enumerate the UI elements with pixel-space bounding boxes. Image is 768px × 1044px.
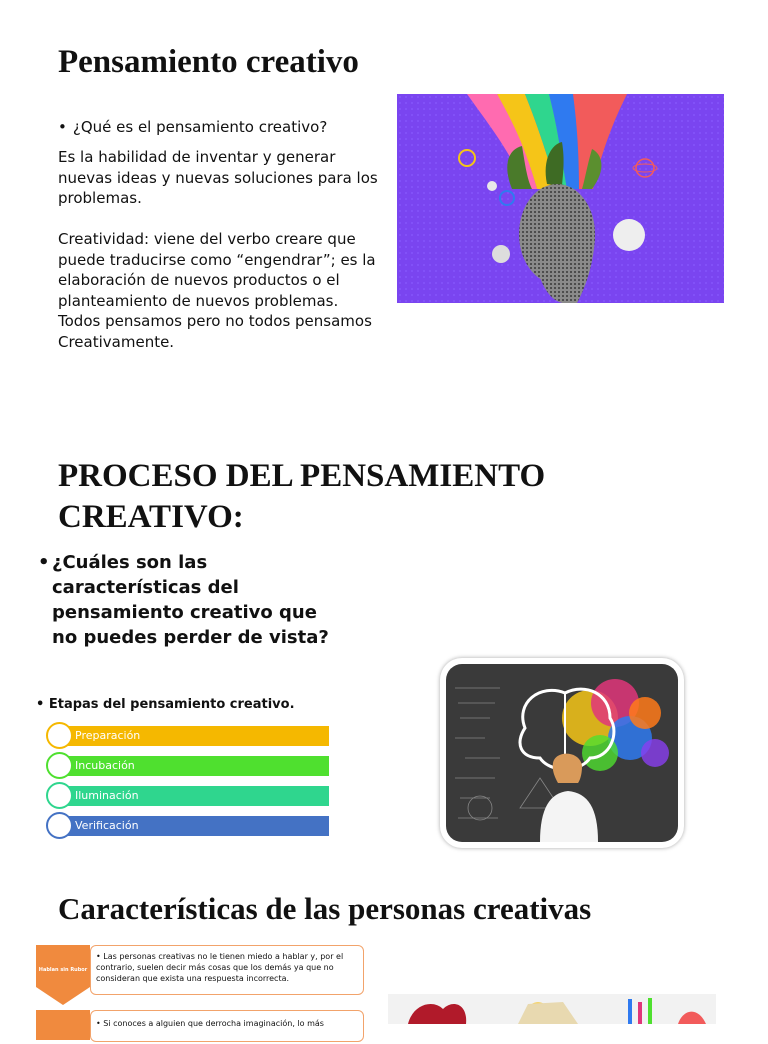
bullet: • <box>38 552 50 573</box>
creative-head-svg <box>397 94 724 303</box>
stage-label: Incubación <box>75 759 135 772</box>
chevron-tag-label: Hablan sin Rubor <box>38 967 88 973</box>
bullet: • <box>36 697 45 712</box>
question-caracteristicas <box>38 550 348 650</box>
characteristic-box-2 <box>90 1010 364 1042</box>
bullet: • <box>96 952 101 961</box>
brain-woman-svg <box>440 658 684 848</box>
creative-objects-svg <box>388 994 716 1024</box>
brain-woman-photo <box>440 658 684 848</box>
title-pensamiento-creativo: Pensamiento creativo <box>58 44 359 80</box>
characteristic-text-content: Las personas creativas no le tienen miedo a hablar y, por el contrario, suelen decir más cosas que los demás ya que no consideran que exista una respuesta incorrecta. <box>96 952 344 983</box>
question-text: ¿Qué es el pensamiento creativo? <box>72 118 328 136</box>
stage-label: Verificación <box>75 819 139 832</box>
creative-objects-photo <box>388 994 716 1024</box>
stage-circle <box>46 782 73 809</box>
chevron-tag-1 <box>36 945 90 1005</box>
definition-paragraph: Es la habilidad de inventar y generar nuevas ideas y nuevas soluciones para los problemas. Creatividad: viene del verbo creare que puede traducirse como “engendrar”; es la elaboración de nuevos productos o el planteamiento de nuevos problemas. Todos pensamos pero no todos pensamos Creativamente. <box>58 148 378 351</box>
creative-head-illustration <box>397 94 724 303</box>
characteristic-box-1 <box>90 945 364 995</box>
question-text: ¿Cuáles son las características del pensamiento creativo que no puedes perder de vista? <box>52 552 329 648</box>
bullet: • <box>58 118 67 136</box>
stage-circle <box>46 812 73 839</box>
characteristic-text-content: Si conoces a alguien que derrocha imaginación, lo más <box>103 1019 324 1028</box>
stage-label: Preparación <box>75 729 141 742</box>
question-que-es <box>58 118 327 136</box>
characteristic-text <box>96 951 358 984</box>
chevron-down-icon <box>36 945 90 1005</box>
chevron-tag-2 <box>36 1010 90 1040</box>
stage-circle <box>46 722 73 749</box>
stages-title <box>36 697 295 712</box>
title-caracteristicas: Características de las personas creativas <box>58 891 592 926</box>
bullet: • <box>96 1019 101 1028</box>
title-proceso: PROCESO DEL PENSAMIENTO CREATIVO: <box>58 458 546 535</box>
stage-label: Iluminación <box>75 789 139 802</box>
stages-title-text: Etapas del pensamiento creativo. <box>48 697 295 712</box>
stage-circle <box>46 752 73 779</box>
chevron-down-icon <box>36 1010 90 1040</box>
